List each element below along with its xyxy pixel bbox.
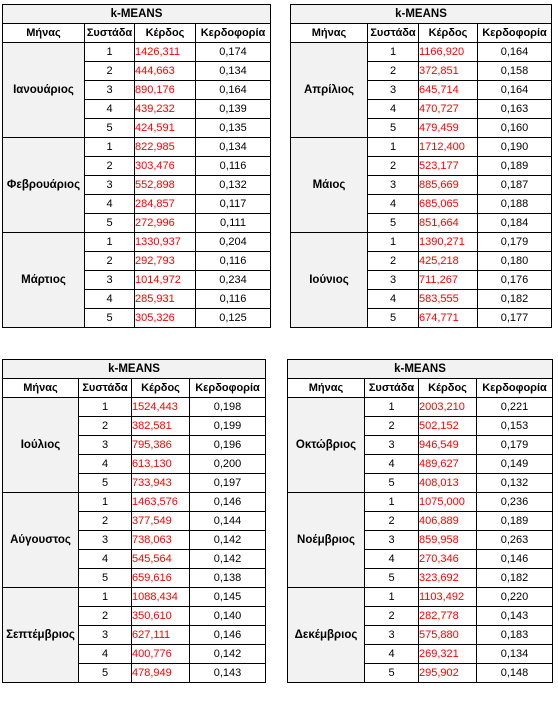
- header-margin: Κερδοφορία: [478, 24, 552, 43]
- table-title: k-MEANS: [291, 5, 552, 24]
- cluster-cell: 4: [368, 100, 419, 119]
- margin-cell: 0,197: [190, 474, 266, 493]
- profit-cell: 1088,434: [132, 588, 190, 607]
- margin-cell: 0,132: [196, 176, 271, 195]
- margin-cell: 0,177: [478, 309, 552, 328]
- month-cell: Ιούνιος: [291, 233, 368, 328]
- table-row: [291, 138, 552, 157]
- kmeans-table-q2: [290, 4, 552, 328]
- margin-cell: 0,221: [477, 398, 553, 417]
- cluster-cell: 3: [368, 271, 419, 290]
- table-title: k-MEANS: [3, 360, 266, 379]
- margin-cell: 0,263: [477, 531, 553, 550]
- margin-cell: 0,146: [190, 626, 266, 645]
- profit-cell: 272,996: [135, 214, 196, 233]
- profit-cell: 282,778: [419, 607, 477, 626]
- table-row: [3, 493, 266, 512]
- profit-cell: 1390,271: [419, 233, 478, 252]
- table-row: [291, 233, 552, 252]
- margin-cell: 0,182: [478, 290, 552, 309]
- profit-cell: 890,176: [135, 81, 196, 100]
- margin-cell: 0,143: [190, 664, 266, 683]
- cluster-cell: 5: [368, 214, 419, 233]
- margin-cell: 0,179: [478, 233, 552, 252]
- profit-cell: 627,111: [132, 626, 190, 645]
- cluster-cell: 2: [368, 252, 419, 271]
- margin-cell: 0,134: [196, 62, 271, 81]
- profit-cell: 285,931: [135, 290, 196, 309]
- profit-cell: 269,321: [419, 645, 477, 664]
- profit-cell: 295,902: [419, 664, 477, 683]
- profit-cell: 382,581: [132, 417, 190, 436]
- margin-cell: 0,163: [478, 100, 552, 119]
- table-row: [288, 493, 553, 512]
- cluster-cell: 2: [365, 417, 419, 436]
- margin-cell: 0,142: [190, 531, 266, 550]
- table-row: [288, 588, 553, 607]
- cluster-cell: 4: [79, 645, 132, 664]
- cluster-cell: 3: [85, 176, 135, 195]
- margin-cell: 0,125: [196, 309, 271, 328]
- cluster-cell: 1: [85, 43, 135, 62]
- margin-cell: 0,190: [478, 138, 552, 157]
- profit-cell: 372,851: [419, 62, 478, 81]
- profit-cell: 583,555: [419, 290, 478, 309]
- margin-cell: 0,146: [477, 550, 553, 569]
- cluster-cell: 1: [368, 233, 419, 252]
- margin-cell: 0,142: [190, 550, 266, 569]
- profit-cell: 303,476: [135, 157, 196, 176]
- profit-cell: 1426,311: [135, 43, 196, 62]
- header-margin: Κερδοφορία: [196, 24, 271, 43]
- margin-cell: 0,146: [190, 493, 266, 512]
- table-row: [3, 588, 266, 607]
- margin-cell: 0,188: [478, 195, 552, 214]
- kmeans-table-q4: [287, 359, 553, 683]
- margin-cell: 0,134: [477, 645, 553, 664]
- cluster-cell: 3: [79, 626, 132, 645]
- cluster-cell: 5: [79, 664, 132, 683]
- profit-cell: 350,610: [132, 607, 190, 626]
- month-cell: Νοέμβριος: [288, 493, 365, 588]
- profit-cell: 738,063: [132, 531, 190, 550]
- profit-cell: 439,232: [135, 100, 196, 119]
- cluster-cell: 5: [365, 664, 419, 683]
- cluster-cell: 4: [365, 455, 419, 474]
- profit-cell: 1014,972: [135, 271, 196, 290]
- cluster-cell: 3: [368, 176, 419, 195]
- profit-cell: 424,591: [135, 119, 196, 138]
- margin-cell: 0,198: [190, 398, 266, 417]
- cluster-cell: 3: [85, 271, 135, 290]
- header-month: Μήνας: [3, 379, 79, 398]
- margin-cell: 0,132: [477, 474, 553, 493]
- margin-cell: 0,176: [478, 271, 552, 290]
- margin-cell: 0,164: [478, 43, 552, 62]
- cluster-cell: 4: [368, 195, 419, 214]
- profit-cell: 377,549: [132, 512, 190, 531]
- cluster-cell: 1: [79, 493, 132, 512]
- margin-cell: 0,189: [478, 157, 552, 176]
- margin-cell: 0,148: [477, 664, 553, 683]
- cluster-cell: 5: [79, 474, 132, 493]
- margin-cell: 0,138: [190, 569, 266, 588]
- margin-cell: 0,111: [196, 214, 271, 233]
- profit-cell: 406,889: [419, 512, 477, 531]
- cluster-cell: 4: [79, 550, 132, 569]
- profit-cell: 444,663: [135, 62, 196, 81]
- cluster-cell: 3: [79, 436, 132, 455]
- profit-cell: 1330,937: [135, 233, 196, 252]
- table-row: [3, 233, 271, 252]
- margin-cell: 0,204: [196, 233, 271, 252]
- profit-cell: 613,130: [132, 455, 190, 474]
- table-row: [288, 398, 553, 417]
- month-cell: Μάρτιος: [3, 233, 85, 328]
- profit-cell: 733,943: [132, 474, 190, 493]
- profit-cell: 645,714: [419, 81, 478, 100]
- margin-cell: 0,134: [196, 138, 271, 157]
- margin-cell: 0,144: [190, 512, 266, 531]
- profit-cell: 523,177: [419, 157, 478, 176]
- profit-cell: 284,857: [135, 195, 196, 214]
- header-profit: Κέρδος: [419, 24, 478, 43]
- cluster-cell: 4: [365, 645, 419, 664]
- profit-cell: 885,669: [419, 176, 478, 195]
- margin-cell: 0,143: [477, 607, 553, 626]
- margin-cell: 0,135: [196, 119, 271, 138]
- cluster-cell: 3: [368, 81, 419, 100]
- margin-cell: 0,182: [477, 569, 553, 588]
- cluster-cell: 4: [85, 195, 135, 214]
- profit-cell: 946,549: [419, 436, 477, 455]
- kmeans-table-q1: [2, 4, 271, 328]
- cluster-cell: 1: [79, 588, 132, 607]
- header-month: Μήνας: [288, 379, 365, 398]
- header-month: Μήνας: [3, 24, 85, 43]
- header-profit: Κέρδος: [132, 379, 190, 398]
- cluster-cell: 2: [79, 417, 132, 436]
- margin-cell: 0,116: [196, 252, 271, 271]
- cluster-cell: 1: [368, 138, 419, 157]
- header-cluster: Συστάδα: [85, 24, 135, 43]
- margin-cell: 0,164: [196, 81, 271, 100]
- month-cell: Οκτώβριος: [288, 398, 365, 493]
- cluster-cell: 2: [79, 607, 132, 626]
- header-margin: Κερδοφορία: [477, 379, 553, 398]
- margin-cell: 0,187: [478, 176, 552, 195]
- header-cluster: Συστάδα: [365, 379, 419, 398]
- profit-cell: 552,898: [135, 176, 196, 195]
- profit-cell: 478,949: [132, 664, 190, 683]
- cluster-cell: 5: [368, 309, 419, 328]
- kmeans-table-q3: [2, 359, 266, 683]
- margin-cell: 0,142: [190, 645, 266, 664]
- cluster-cell: 5: [368, 119, 419, 138]
- profit-cell: 575,880: [419, 626, 477, 645]
- cluster-cell: 5: [85, 214, 135, 233]
- cluster-cell: 2: [365, 607, 419, 626]
- table-title: k-MEANS: [288, 360, 553, 379]
- cluster-cell: 1: [365, 588, 419, 607]
- profit-cell: 400,776: [132, 645, 190, 664]
- profit-cell: 292,793: [135, 252, 196, 271]
- cluster-cell: 2: [79, 512, 132, 531]
- margin-cell: 0,160: [478, 119, 552, 138]
- profit-cell: 1166,920: [419, 43, 478, 62]
- margin-cell: 0,139: [196, 100, 271, 119]
- header-profit: Κέρδος: [419, 379, 477, 398]
- margin-cell: 0,179: [477, 436, 553, 455]
- profit-cell: 1463,576: [132, 493, 190, 512]
- margin-cell: 0,196: [190, 436, 266, 455]
- cluster-cell: 5: [79, 569, 132, 588]
- margin-cell: 0,199: [190, 417, 266, 436]
- month-cell: Ιούλιος: [3, 398, 79, 493]
- profit-cell: 659,616: [132, 569, 190, 588]
- profit-cell: 859,958: [419, 531, 477, 550]
- cluster-cell: 2: [85, 157, 135, 176]
- margin-cell: 0,200: [190, 455, 266, 474]
- table-row: [291, 43, 552, 62]
- profit-cell: 1524,443: [132, 398, 190, 417]
- profit-cell: 1103,492: [419, 588, 477, 607]
- margin-cell: 0,234: [196, 271, 271, 290]
- header-cluster: Συστάδα: [368, 24, 419, 43]
- cluster-cell: 2: [368, 157, 419, 176]
- cluster-cell: 3: [85, 81, 135, 100]
- margin-cell: 0,180: [478, 252, 552, 271]
- cluster-cell: 4: [368, 290, 419, 309]
- cluster-cell: 1: [368, 43, 419, 62]
- cluster-cell: 2: [368, 62, 419, 81]
- profit-cell: 479,459: [419, 119, 478, 138]
- margin-cell: 0,174: [196, 43, 271, 62]
- profit-cell: 2003,210: [419, 398, 477, 417]
- profit-cell: 851,664: [419, 214, 478, 233]
- margin-cell: 0,220: [477, 588, 553, 607]
- cluster-cell: 3: [365, 436, 419, 455]
- margin-cell: 0,117: [196, 195, 271, 214]
- profit-cell: 795,386: [132, 436, 190, 455]
- profit-cell: 545,564: [132, 550, 190, 569]
- cluster-cell: 4: [79, 455, 132, 474]
- margin-cell: 0,145: [190, 588, 266, 607]
- cluster-cell: 1: [365, 493, 419, 512]
- table-row: [3, 138, 271, 157]
- margin-cell: 0,184: [478, 214, 552, 233]
- cluster-cell: 1: [85, 138, 135, 157]
- header-profit: Κέρδος: [135, 24, 196, 43]
- profit-cell: 470,727: [419, 100, 478, 119]
- month-cell: Σεπτέμβριος: [3, 588, 79, 683]
- cluster-cell: 4: [85, 290, 135, 309]
- month-cell: Απρίλιος: [291, 43, 368, 138]
- profit-cell: 408,013: [419, 474, 477, 493]
- month-cell: Ιανουάριος: [3, 43, 85, 138]
- cluster-cell: 4: [85, 100, 135, 119]
- cluster-cell: 5: [365, 474, 419, 493]
- margin-cell: 0,189: [477, 512, 553, 531]
- cluster-cell: 3: [365, 531, 419, 550]
- cluster-cell: 2: [85, 62, 135, 81]
- margin-cell: 0,116: [196, 157, 271, 176]
- cluster-cell: 1: [85, 233, 135, 252]
- table-row: [3, 398, 266, 417]
- cluster-cell: 2: [365, 512, 419, 531]
- margin-cell: 0,236: [477, 493, 553, 512]
- profit-cell: 1712,400: [419, 138, 478, 157]
- cluster-cell: 2: [85, 252, 135, 271]
- month-cell: Φεβρουάριος: [3, 138, 85, 233]
- profit-cell: 305,326: [135, 309, 196, 328]
- profit-cell: 425,218: [419, 252, 478, 271]
- cluster-cell: 1: [365, 398, 419, 417]
- profit-cell: 270,346: [419, 550, 477, 569]
- cluster-cell: 3: [365, 626, 419, 645]
- margin-cell: 0,153: [477, 417, 553, 436]
- margin-cell: 0,164: [478, 81, 552, 100]
- table-row: [3, 43, 271, 62]
- profit-cell: 685,065: [419, 195, 478, 214]
- margin-cell: 0,116: [196, 290, 271, 309]
- cluster-cell: 5: [365, 569, 419, 588]
- profit-cell: 711,267: [419, 271, 478, 290]
- profit-cell: 822,985: [135, 138, 196, 157]
- profit-cell: 502,152: [419, 417, 477, 436]
- cluster-cell: 1: [79, 398, 132, 417]
- month-cell: Μάιος: [291, 138, 368, 233]
- month-cell: Αύγουστος: [3, 493, 79, 588]
- cluster-cell: 4: [365, 550, 419, 569]
- margin-cell: 0,140: [190, 607, 266, 626]
- margin-cell: 0,149: [477, 455, 553, 474]
- profit-cell: 1075,000: [419, 493, 477, 512]
- margin-cell: 0,183: [477, 626, 553, 645]
- month-cell: Δεκέμβριος: [288, 588, 365, 683]
- header-margin: Κερδοφορία: [190, 379, 266, 398]
- cluster-cell: 5: [85, 309, 135, 328]
- table-title: k-MEANS: [3, 5, 271, 24]
- profit-cell: 323,692: [419, 569, 477, 588]
- cluster-cell: 5: [85, 119, 135, 138]
- margin-cell: 0,158: [478, 62, 552, 81]
- header-month: Μήνας: [291, 24, 368, 43]
- header-cluster: Συστάδα: [79, 379, 132, 398]
- profit-cell: 674,771: [419, 309, 478, 328]
- profit-cell: 489,627: [419, 455, 477, 474]
- cluster-cell: 3: [79, 531, 132, 550]
